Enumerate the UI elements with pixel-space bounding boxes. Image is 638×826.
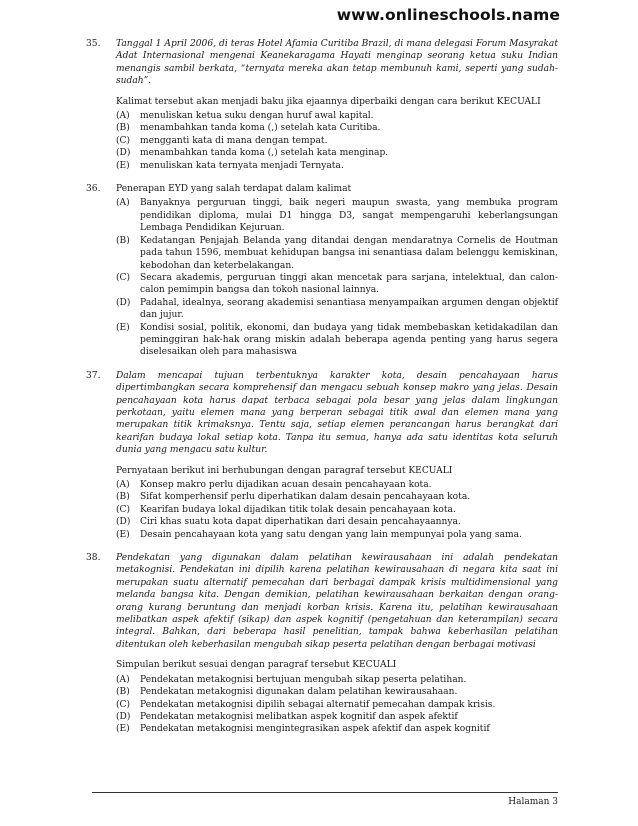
question-37 (86, 370, 558, 541)
footer-divider (92, 792, 558, 793)
option-list (116, 110, 558, 172)
option-text: Desain pencahayaan kota yang satu dengan yang lain mempunyai pola yang sama. (140, 529, 522, 540)
option-label: (A) (116, 111, 130, 122)
option-label: (A) (116, 198, 130, 209)
option-label: (B) (116, 123, 130, 134)
option-label: (D) (116, 517, 131, 528)
option-label: (D) (116, 297, 131, 308)
option-text: Ciri khas suatu kota dapat diperhatikan dari desain pencahayaannya. (140, 517, 461, 528)
option-list (116, 479, 558, 541)
option-label: (A) (116, 480, 130, 490)
question-35 (86, 38, 558, 172)
option-text: menuliskan kata ternyata menjadi Ternyata. (140, 160, 344, 171)
question-prompt: Kalimat tersebut akan menjadi baku jika ejaannya diperbaiki dengan cara berikut KECUALI (116, 96, 541, 107)
option-text: Pendekatan metakognisi digunakan dalam pelatihan kewirausahaan. (140, 687, 458, 698)
question-36 (86, 183, 558, 359)
option-label: (C) (116, 699, 131, 710)
option-c[interactable] (116, 504, 558, 516)
option-text: menuliskan ketua suku dengan huruf awal kapital. (140, 111, 374, 122)
option-c[interactable] (116, 699, 558, 711)
option-label: (C) (116, 272, 131, 283)
question-stem: Dalam mencapai tujuan terbentuknya karakter kota, desain pencahayaan harus dipertimbangkan secara komprehensif dan mengacu sebuah konsep makro yang jelas. Desain pencahayaan kota harus dapat terbaca sebagai pola besar yang jelas dalam lingkungan perkotaan, yaitu elemen mana yang berperan sebagai titik awal dan elemen mana yang merupakan titik krimaksnya. Tentu saja, setiap elemen perancangan harus berangkat dari kearifan budaya lokal setiap kota. Tanpa itu semua, hanya ada satu identitas kota seluruh dunia yang mengacu satu kultur. (116, 370, 558, 456)
question-number: 35. (86, 39, 101, 49)
option-c[interactable] (116, 272, 558, 297)
option-text: menambahkan tanda koma (,) setelah kata menginap. (140, 148, 389, 159)
option-text: Sifat komperhensif perlu diperhatikan dalam desain pencahayaan kota. (140, 492, 471, 503)
option-d[interactable] (116, 297, 558, 322)
option-b[interactable] (116, 686, 558, 698)
option-d[interactable] (116, 711, 558, 723)
option-text: Pendekatan metakognisi mengintegrasikan aspek afektif dan aspek kognitif (140, 724, 490, 735)
option-list (116, 674, 558, 736)
option-text: Padahal, idealnya, seorang akademisi senantiasa menyampaikan argumen dengan objektif dan jujur. (140, 297, 558, 321)
question-number: 37. (86, 370, 101, 381)
option-d[interactable] (116, 516, 558, 528)
question-prompt: Simpulan berikut sesuai dengan paragraf tersebut KECUALI (116, 660, 397, 671)
option-d[interactable] (116, 147, 558, 159)
site-url: www.onlineschools.name (336, 6, 560, 24)
question-stem: Tanggal 1 April 2006, di teras Hotel Afamia Curitiba Brazil, di mana delegasi Forum Masyrakat Adat Internasional mengenai Keanekaragama Hayati menginap seorang ketua suku Indian menangis sambil berkata, “ternyata mereka akan tetap membunuh kami, seperti yang sudah-sudah”. (116, 39, 558, 87)
option-text: Pendekatan metakognisi bertujuan mengubah sikap peserta pelatihan. (140, 674, 467, 685)
option-c[interactable] (116, 135, 558, 147)
option-label: (E) (116, 322, 130, 333)
question-stem: Penerapan EYD yang salah terdapat dalam kalimat (116, 184, 352, 195)
option-text: Banyaknya perguruan tinggi, baik negeri maupun swasta, yang membuka program pendidikan diploma, mulai D1 hingga D3, sangat mempengaruhi keberlangsungan Lembaga Pendidikan Kejuruan. (140, 198, 558, 234)
option-b[interactable] (116, 491, 558, 503)
option-text: Kedatangan Penjajah Belanda yang ditandai dengan mendaratnya Cornelis de Houtman pada tahun 1596, membuat kehidupan bangsa ini senantiasa dalam belenggu kemiskinan, kebodohan dan keterbelakangan. (140, 235, 558, 271)
question-stem: Pendekatan yang digunakan dalam pelatihan kewirausahaan ini adalah pendekatan metakognisi. Pendekatan ini dipilih karena pelatihan kewirausahaan di negara kita saat ini merupakan suatu alternatif pemecahan dari berbagai dampak krisis multidimensional yang melanda bangsa kita. Dengan demikian, pelatihan kewirausahaan berkaitan dengan orang-orang kurang beruntung dan menjadi korban krisis. Karena itu, pelatihan kewirausahaan melibatkan aspek afektif (sikap) dan aspek kognitif (pengetahuan dan keterampilan) secara integral. Bahkan, dari beberapa hasil penelitian, tampak bahwa keberhasilan pelatihan ditentukan oleh keberhasilan mengubah sikap peserta pelatihan dengan berbagai motivasi (116, 553, 558, 650)
option-text: Pendekatan metakognisi dipilih sebagai alternatif pemecahan dampak krisis. (140, 699, 496, 710)
option-label: (E) (116, 160, 130, 171)
option-a[interactable] (116, 110, 558, 122)
option-label: (B) (116, 235, 130, 246)
option-a[interactable] (116, 674, 558, 686)
option-e[interactable] (116, 529, 558, 541)
option-e[interactable] (116, 322, 558, 359)
option-label: (D) (116, 148, 131, 159)
option-label: (C) (116, 504, 131, 515)
option-a[interactable] (116, 479, 558, 491)
question-number: 38. (86, 553, 101, 564)
option-text: mengganti kata di mana dengan tempat. (140, 135, 328, 146)
option-label: (B) (116, 687, 130, 698)
question-38 (86, 552, 558, 736)
option-label: (D) (116, 711, 131, 722)
option-text: Konsep makro perlu dijadikan acuan desain pencahayaan kota. (140, 480, 432, 490)
option-text: Pendekatan metakognisi melibatkan aspek kognitif dan aspek afektif (140, 711, 458, 722)
option-list (116, 197, 558, 358)
option-label: (A) (116, 674, 130, 685)
option-e[interactable] (116, 160, 558, 172)
option-text: menambahkan tanda koma (,) setelah kata Curitiba. (140, 123, 381, 134)
question-list (86, 38, 558, 747)
question-prompt: Pernyataan berikut ini berhubungan dengan paragraf tersebut KECUALI (116, 465, 453, 476)
option-text: Kearifan budaya lokal dijadikan titik tolak desain pencahayaan kota. (140, 504, 456, 515)
option-b[interactable] (116, 122, 558, 134)
option-label: (E) (116, 724, 130, 735)
page-number: Halaman 3 (508, 797, 558, 807)
option-text: Secara akademis, perguruan tinggi akan mencetak para sarjana, intelektual, dan calon-calon pemimpin bangsa dan tokoh nasional lainnya. (140, 272, 558, 296)
option-a[interactable] (116, 197, 558, 234)
option-label: (C) (116, 135, 131, 146)
option-text: Kondisi sosial, politik, ekonomi, dan budaya yang tidak membebaskan ketidakadilan dan peminggiran hak-hak orang miskin adalah beberapa agenda penting yang harus segera diselesaikan oleh para mahasiswa (140, 322, 558, 358)
option-e[interactable] (116, 723, 558, 735)
option-label: (B) (116, 492, 130, 503)
option-b[interactable] (116, 235, 558, 272)
option-label: (E) (116, 529, 130, 540)
question-number: 36. (86, 184, 101, 195)
